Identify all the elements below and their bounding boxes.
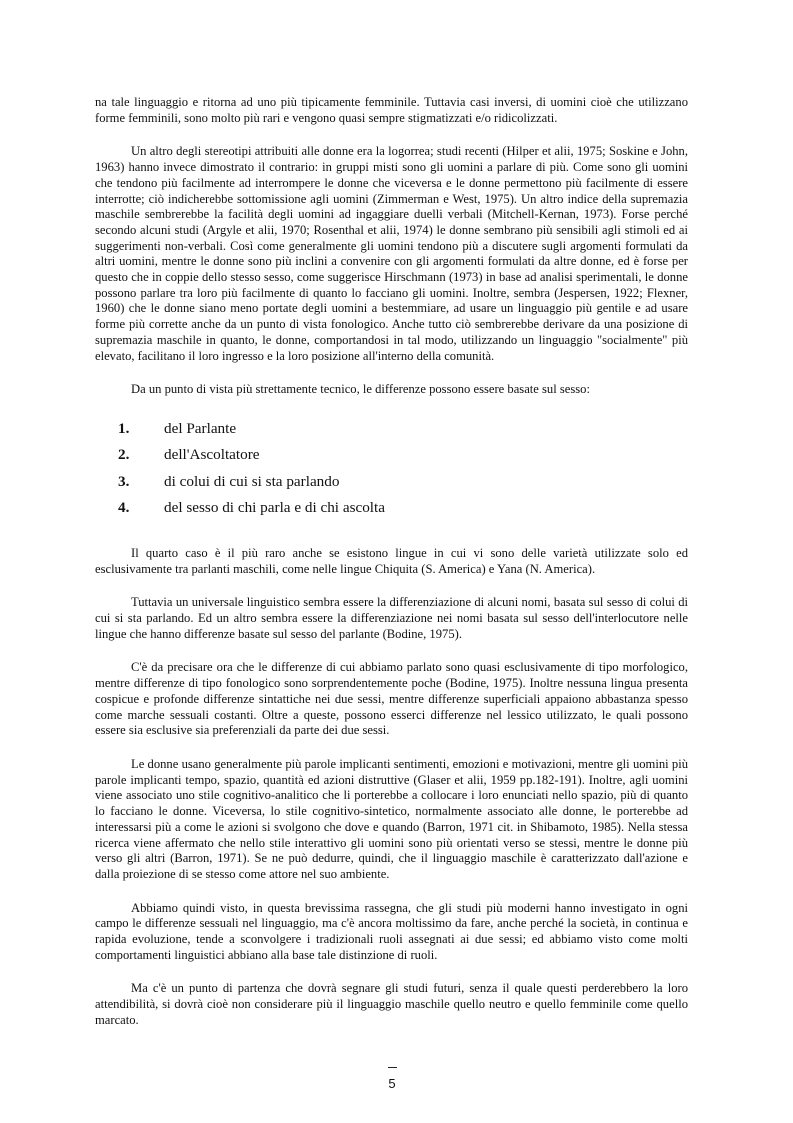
list-item [95, 442, 688, 469]
list-item [95, 469, 688, 496]
list-item-number: 4. [118, 499, 130, 517]
list-item-number: 2. [118, 446, 130, 464]
list-item [95, 495, 688, 522]
list-item-text: del sesso di chi parla e di chi ascolta [164, 499, 385, 517]
list-item-text: di colui di cui si sta parlando [164, 472, 340, 490]
paragraph: Ma c'è un punto di partenza che dovrà segnare gli studi futuri, senza il quale questi perderebbero la loro attendibilità, si dovrà cioè non considerare più il linguaggio maschile quello neutro e quello femminile come quello marcato. [95, 981, 688, 1027]
paragraph: na tale linguaggio e ritorna ad uno più tipicamente femminile. Tuttavia casi inversi, di uomini cioè che utilizzano forme femminili, sono molto più rari e vengono quasi sempre stigmatizzati e/o ridicolizzati. [95, 95, 688, 125]
page-number: 5 [388, 1076, 396, 1091]
list-item-number: 1. [118, 419, 130, 437]
footer-rule [388, 1067, 397, 1068]
list-item-text: del Parlante [164, 419, 237, 437]
paragraph: Un altro degli stereotipi attribuiti alle donne era la logorrea; studi recenti (Hilper et alii, 1975; Soskine e John, 1963) hanno invece dimostrato il contrario: in gruppi misti sono gli uomini a parlare di più. Come sono gli uomini che tendono più facilmente ad interrompere le donne che viceversa e le donne permettono più facilmente di essere interrotte; ciò indicherebbe sottomissione agli uomini (Zimmerman e West, 1975). Un altro indice della supremazia maschile sembrerebbe la facilità degli uomini ad ingaggiare duelli verbali (Mitchell-Kernan, 1973). Forse perché secondo alcuni studi (Argyle et alii, 1970; Rosenthal et alii, 1974) le donne sembrano più sensibili agli stimoli ed ai suggerimenti non-verbali. Così come generalmente gli uomini tendono più a discutere sugli argomenti formulati da altri uomini, mentre le donne sono più inclini a convenire con gli argomenti formulati da altre donne, ed è forse per questo che in coppie dello stesso sesso, come suggerisce Hirschmann (1973) in base ad analisi sperimentali, le donne possono parlare tra loro più facilmente di quanto lo facciano gli uomini. Inoltre, sembra (Jespersen, 1922; Flexner, 1960) che le donne siano meno portate degli uomini a bestemmiare, ad usare un linguaggio più gentile e ad usare forme più corrette anche da un punto di vista fonologico. Anche tutto ciò sembrerebbe derivare da una posizione di supremazia maschile in quanto, le donne, comportandosi in tal modo, utilizzando un linguaggio "socialmente" più elevato, facilitano il loro ingresso e la loro posizione all'interno della comunità. [95, 144, 688, 363]
paragraph: Tuttavia un universale linguistico sembra essere la differenziazione di alcuni nomi, basata sul sesso di colui di cui si sta parlando. Ed un altro sembra essere la differenziazione nei nomi basata sul sesso dell'interlocutore nelle lingue che hanno differenze basate sul sesso del parlante (Bodine, 1975). [95, 595, 688, 641]
paragraph: Le donne usano generalmente più parole implicanti sentimenti, emozioni e motivazioni, mentre gli uomini più parole implicanti tempo, spazio, quantità ed azioni distruttive (Glaser et alii, 1959 pp.182-191). Inoltre, agli uomini viene associato uno stile cognitivo-analitico che li porterebbe a collocare i loro enunciati nello spazio, più di quanto lo facciano le donne. Viceversa, lo stile cognitivo-sintetico, normalmente associato alle donne, le porterebbe ad interessarsi più a come le azioni si svolgono che dove e quando (Barron, 1971 cit. in Shibamoto, 1985). Nella stessa ricerca viene affermato che nello stile interattivo gli uomini sono più orientati verso se stessi, mentre le donne più verso gli altri (Barron, 1971). Se ne può dedurre, quindi, che il linguaggio maschile è caratterizzato dall'azione e dalla proiezione di se stesso come attore nel suo ambiente. [95, 756, 688, 881]
list-item-text: dell'Ascoltatore [164, 446, 260, 464]
sex-criteria-list [95, 416, 688, 522]
paragraph: Abbiamo quindi visto, in questa brevissima rassegna, che gli studi più moderni hanno investigato in ogni campo le differenze sessuali nel linguaggio, ma c'è ancora moltissimo da fare, anche perché la società, in continua e rapida evoluzione, tende a sconvolgere i tradizionali ruoli assegnati ai due sessi; ed abbiamo visto come molti comportamenti linguistici abbiano alla base tale distinzione di ruoli. [95, 900, 688, 962]
page-body [95, 95, 688, 1047]
paragraph: Da un punto di vista più strettamente tecnico, le differenze possono essere basate sul sesso: [131, 382, 590, 397]
list-item-number: 3. [118, 472, 130, 490]
paragraph: Il quarto caso è il più raro anche se esistono lingue in cui vi sono delle varietà utilizzate solo ed esclusivamente tra parlanti maschili, come nelle lingue Chiquita (S. America) e Yana (N. America). [95, 545, 688, 576]
list-item [95, 416, 688, 443]
paragraph: C'è da precisare ora che le differenze di cui abbiamo parlato sono quasi esclusivamente di tipo morfologico, mentre differenze di tipo fonologico sono sorprendentemente poche (Bodine, 1975). Inoltre nessuna lingua presenta cospicue e profonde differenze sintattiche nei due sessi, mentre differenze superficiali appaiono abbastanza spesso come marche sessuali costanti. Oltre a queste, possono esserci differenze nel lessico utilizzato, le quali possono essere sia esclusive sia preferenziali da parte dei due sessi. [95, 660, 688, 738]
